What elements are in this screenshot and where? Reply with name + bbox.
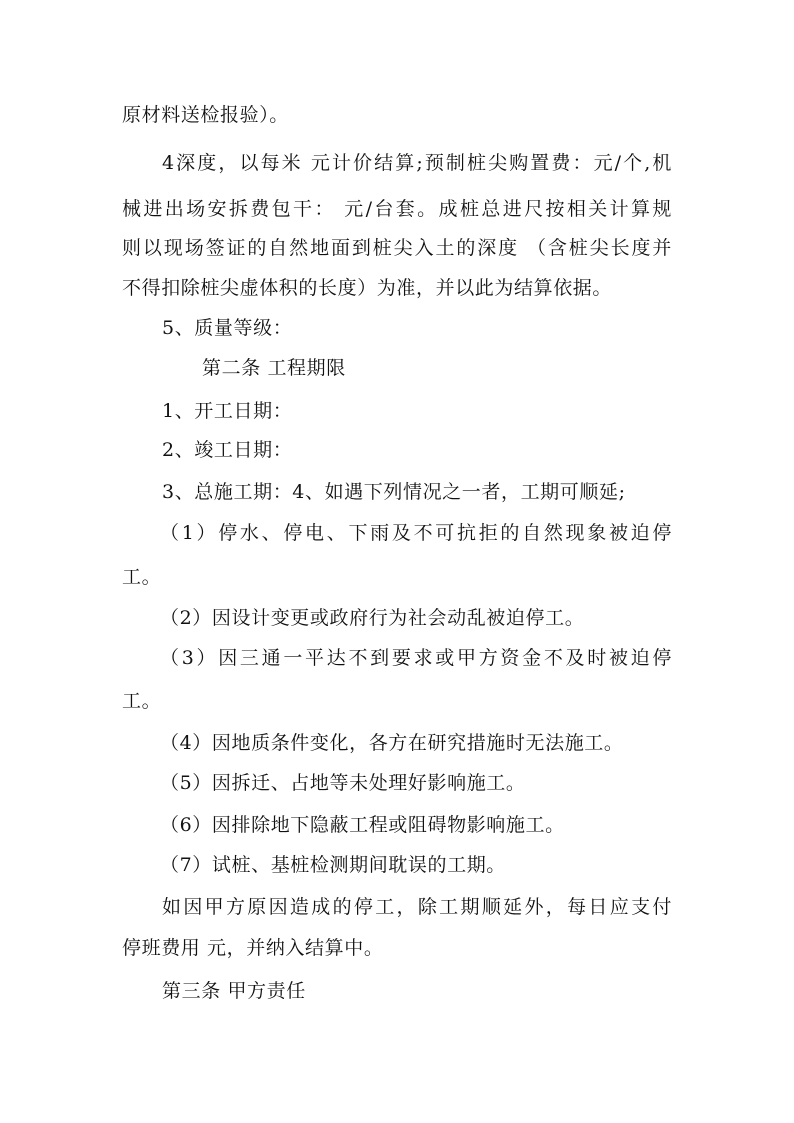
text-line: 2、竣工日期：	[162, 439, 293, 461]
text-line: 1、开工日期：	[162, 400, 293, 422]
text-line: （7）试桩、基桩检测期间耽误的工期。	[160, 854, 506, 876]
section-heading: 第二条 工程期限	[202, 357, 346, 379]
section-heading: 第三条 甲方责任	[162, 980, 306, 1002]
text-line: （4）因地质条件变化，各方在研究措施时无法施工。	[160, 732, 624, 754]
text-line: 工。	[122, 566, 162, 588]
text-line: 原材料送检报验）。	[122, 104, 289, 126]
text-line: （6）因排除地下隐蔽工程或阻碍物影响施工。	[160, 814, 565, 836]
text-line: 则以现场签证的自然地面到桩尖入土的深度 （含桩尖长度并	[122, 237, 672, 259]
text-line: 3、总施工期：4、如遇下列情况之一者，工期可顺延;	[162, 481, 626, 503]
text-line: （1）停水、停电、下雨及不可抗拒的自然现象被迫停	[160, 522, 672, 544]
text-line: 停班费用 元，并纳入结算中。	[122, 937, 384, 959]
text-line: （5）因拆迁、占地等未处理好影响施工。	[160, 772, 526, 794]
text-line: 5、质量等级：	[162, 317, 293, 339]
text-line: （3）因三通一平达不到要求或甲方资金不及时被迫停	[160, 647, 672, 669]
text-line: 工。	[122, 690, 162, 712]
text-line: （2）因设计变更或政府行为社会动乱被迫停工。	[160, 607, 585, 629]
text-line: 4深度，以每米 元计价结算;预制桩尖购置费：元/个,机	[162, 152, 672, 174]
text-line: 械进出场安拆费包干： 元/台套。成桩总进尺按相关计算规	[122, 198, 672, 220]
text-line: 如因甲方原因造成的停工，除工期顺延外，每日应支付	[162, 896, 672, 918]
text-line: 不得扣除桩尖虚体积的长度）为准，并以此为结算依据。	[122, 277, 613, 299]
